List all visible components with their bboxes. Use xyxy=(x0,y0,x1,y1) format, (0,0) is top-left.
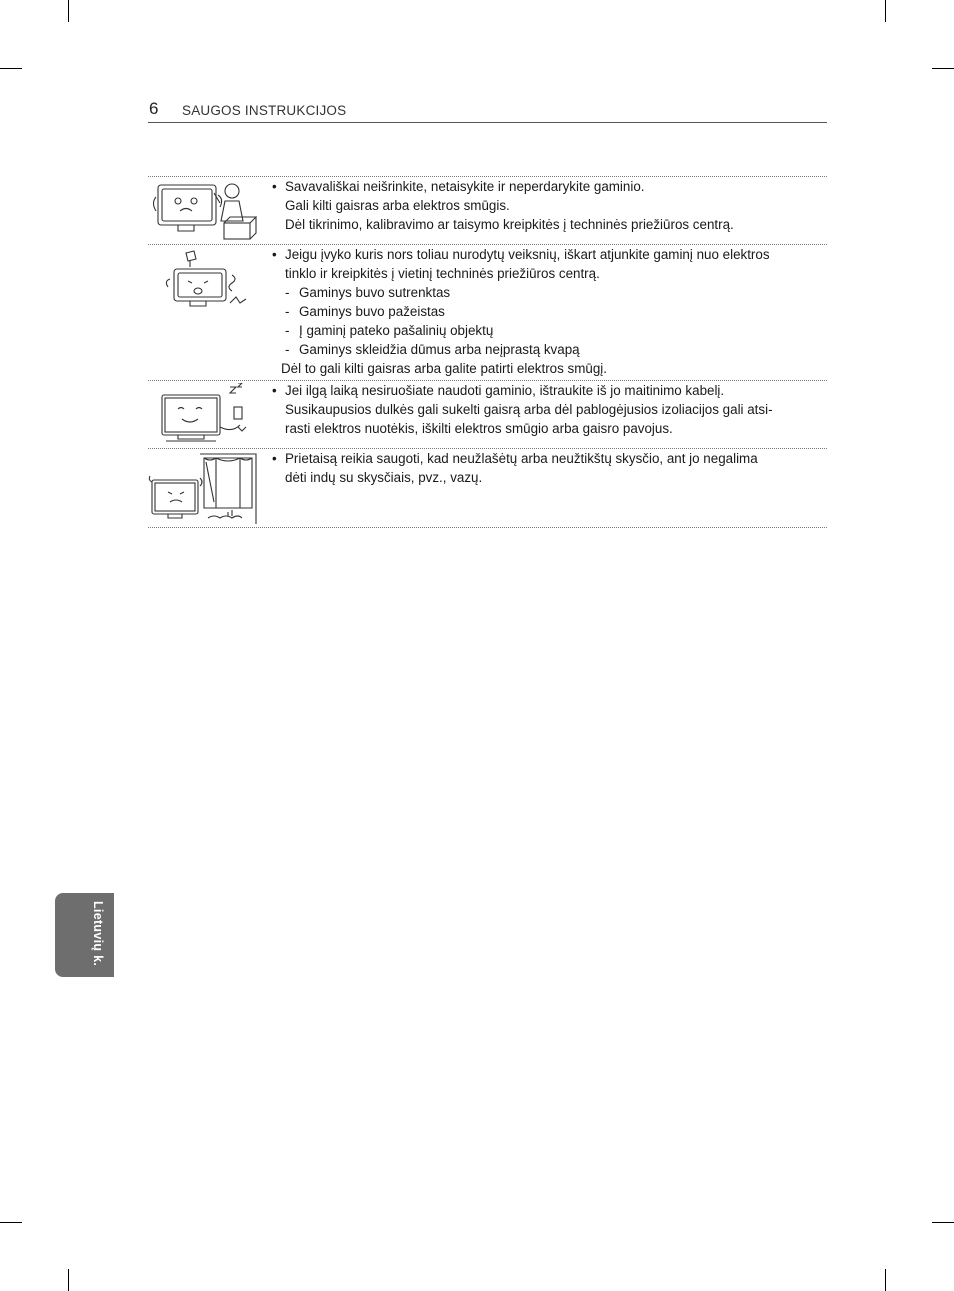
condition-item: Į gaminį pateko pašalinių objektų xyxy=(299,323,494,338)
crop-mark xyxy=(0,68,22,69)
instruction-text: tinklo ir kreipkitės į vietinį techninės priežiūros centrą. xyxy=(285,266,600,281)
instruction-bullet-text: Jeigu įvyko kuris nors toliau nurodytų veiksnių, iškart atjunkite gaminį nuo elektros xyxy=(285,247,770,262)
instruction-bullet-text: Jei ilgą laiką nesiruošiate naudoti gaminio, ištraukite iš jo maitinimo kabelį. xyxy=(285,383,725,398)
bullet-icon: • xyxy=(272,383,277,398)
condition-item: Gaminys buvo pažeistas xyxy=(299,304,445,319)
tv-unplugged-sleeping-illustration xyxy=(150,383,260,447)
instruction-row xyxy=(148,176,827,244)
instruction-bullet-text: Savavališkai neišrinkite, netaisykite ir neperdarykite gaminio. xyxy=(285,179,645,194)
instruction-text: Dėl tikrinimo, kalibravimo ar taisymo kreipkitės į techninės priežiūros centrą. xyxy=(285,217,734,232)
instruction-text: Susikaupusios dulkės gali sukelti gaisrą arba dėl pablogėjusios izoliacijos gali atsi- xyxy=(285,402,773,417)
bullet-icon: • xyxy=(272,179,277,194)
crop-mark xyxy=(885,1269,886,1291)
instruction-text: rasti elektros nuotėkis, iškilti elektros smūgio arba gaisro pavojus. xyxy=(285,421,673,436)
crop-mark xyxy=(68,0,69,22)
tv-liquid-window-illustration xyxy=(148,450,258,526)
crop-mark xyxy=(932,1222,954,1223)
instruction-text: Gali kilti gaisras arba elektros smūgis. xyxy=(285,198,510,213)
tv-damaged-smoke-illustration xyxy=(150,249,260,313)
instruction-text: dėti indų su skysčiais, pvz., vazų. xyxy=(285,470,483,485)
condition-item: Gaminys skleidžia dūmus arba neįprastą kvapą xyxy=(299,342,580,357)
crop-mark xyxy=(932,68,954,69)
instruction-row xyxy=(148,448,827,528)
crop-mark xyxy=(0,1222,22,1223)
language-label: Lietuvių k. xyxy=(91,901,105,967)
bullet-icon: • xyxy=(272,451,277,466)
section-title: SAUGOS INSTRUKCIJOS xyxy=(182,103,347,118)
page-number: 6 xyxy=(149,99,159,118)
bullet-icon: • xyxy=(272,247,277,262)
instruction-text: Dėl to gali kilti gaisras arba galite patirti elektros smūgį. xyxy=(281,361,607,376)
language-side-tab xyxy=(55,893,114,977)
instruction-bullet-text: Prietaisą reikia saugoti, kad neužlašėtų arba neužtikštų skysčio, ant jo negalima xyxy=(285,451,758,466)
condition-item: Gaminys buvo sutrenktas xyxy=(299,285,451,300)
crop-mark xyxy=(885,0,886,22)
safety-instructions-table xyxy=(148,176,827,528)
instruction-row xyxy=(148,380,827,448)
instruction-row: • Jeigu įvyko kuris nors toliau nurodytų veiksnių, iškart atjunkite gaminį nuo elektros tinklo ir kreipkitės į vietinį techninės priežiūros centrą. - Gaminys buvo sutrenktas - Gaminys buvo pažeistas - Į gaminį pateko pašalinių objektų - Gaminys skleidžia dūmus arba neįprastą kvapą Dėl to gali kilti gaisras arba galite patirti elektros smūgį. xyxy=(148,244,827,380)
page-header xyxy=(148,98,827,123)
tv-disassembly-warning-illustration xyxy=(150,179,260,243)
crop-mark xyxy=(68,1269,69,1291)
